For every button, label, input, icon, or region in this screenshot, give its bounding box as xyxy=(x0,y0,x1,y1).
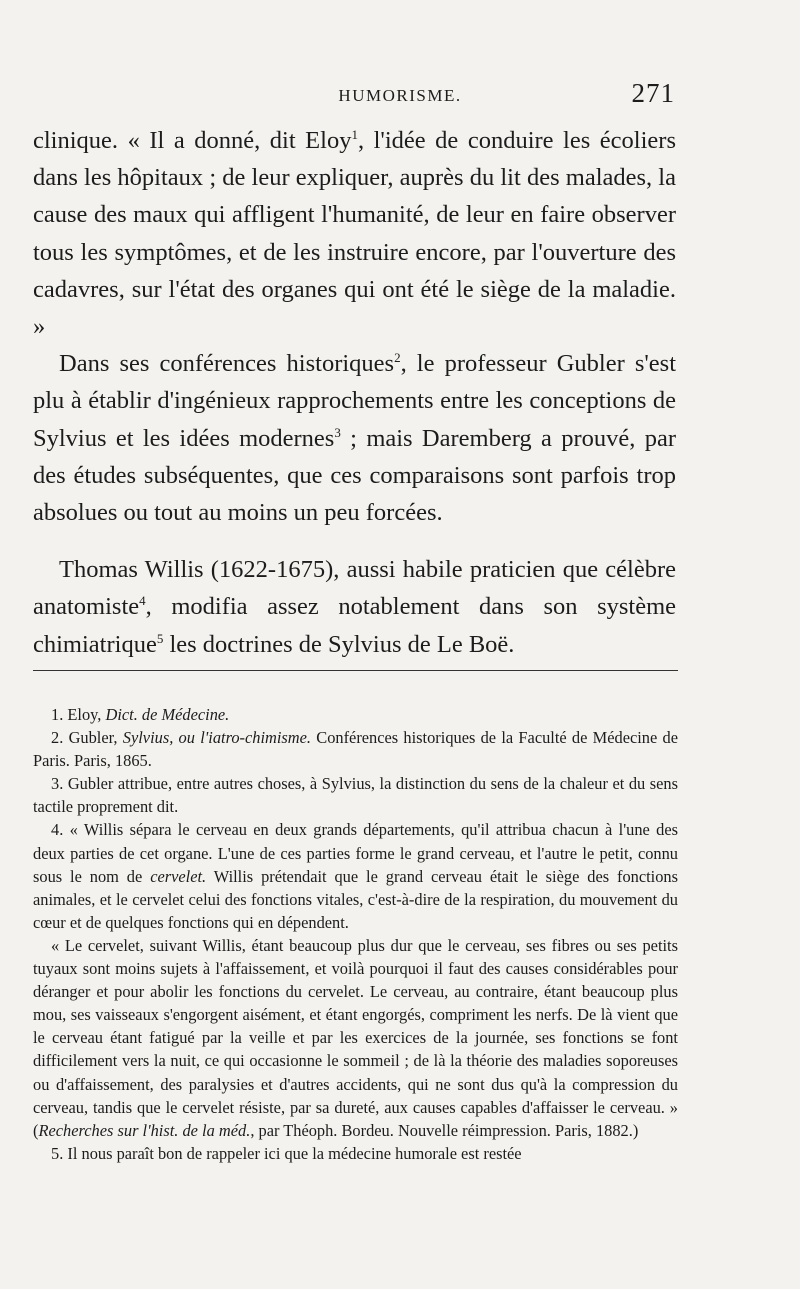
paragraph-1: clinique. « Il a donné, dit Eloy$^1$, l'idée de conduire les écoliers dans les hôpitaux ; de leur expliquer, auprès du lit des malades, la cause des maux qui affligent l'humanité, de leur en faire observer tous les symptômes, et de les instruire encore, par l'ouverture des cadavres, sur l'état des organes qui ont été le siège de la maladie. » xyxy=(33,127,676,341)
footnote-5: 5. Il nous paraît bon de rappeler ici que la médecine humorale est restée xyxy=(51,1143,522,1163)
main-text xyxy=(33,122,676,663)
footnote-ref-1: 1 xyxy=(351,127,358,142)
paragraph-2: Dans ses conférences historiques$^2$, le professeur Gubler s'est plu à établir d'ingénieux rapprochements entre les conceptions de Sylvius et les idées modernes$^3$ ; mais Daremberg a prouvé, par des études subséquentes, que ces comparaisons sont parfois trop absolues ou tout au moins un peu forcées. xyxy=(33,350,676,527)
paragraph-3: Thomas Willis (1622-1675), aussi habile praticien que célèbre anatomiste$^4$, modifia assez notablement dans son système chimiatrique$^5$ les doctrines de Sylvius de Le Boë. xyxy=(33,556,676,658)
running-header xyxy=(0,78,800,118)
page-number: 271 xyxy=(631,78,675,108)
footnotes xyxy=(33,703,678,1165)
footnote-4-continued: « Le cervelet, suivant Willis, étant beaucoup plus dur que le cerveau, ses fibres ou ses petits tuyaux sont moins sujets à l'affaissement, et voilà pourquoi il faut des causes considérables pour déranger et pour abolir les fonctions du cervelet. Le cerveau, au contraire, étant beaucoup plus mou, ses vaisseaux s'engorgent aisément, et étant engorgés, compriment les nerfs. De là vient que le cerveau étant fatigué par la veille et par les exercices de la journée, ses fonctions se font difficilement vers la nuit, ce qui occasionne le sommeil ; de là la théorie des maladies soporeuses ou d'affaissement, des paralysies et d'autres accidents, qui ne sont dus qu'à la compression du cerveau, tandis que le cervelet résiste, par sa dureté, aux causes capables d'affaisser le cerveau. » (Recherches sur l'hist. de la méd., par Théoph. Bordeu. Nouvelle réimpression. Paris, 1882.) xyxy=(33,935,678,1140)
footnote-2: 2. Gubler, Sylvius, ou l'iatro-chimisme. Conférences historiques de la Faculté de Médecine de Paris. Paris, 1865. xyxy=(33,728,678,771)
footnote-ref-4: 4 xyxy=(139,593,146,609)
footnote-separator xyxy=(33,670,678,671)
footnote-ref-5: 5 xyxy=(156,630,164,646)
footnote-1: 1. Eloy, Dict. de Médecine. xyxy=(51,705,230,724)
footnote-ref-3: 3 xyxy=(334,424,341,440)
footnote-ref-2: 2 xyxy=(394,350,401,366)
footnote-4: 4. « Willis sépara le cerveau en deux grands départements, qu'il attribua chacun à l'une des deux parties de cet organe. L'une de ces parties forme le grand cerveau, et l'autre le petit, connu sous le nom de cervelet. Willis prétendait que le grand cerveau était le siège des fonctions animales, et le cervelet celui des fonctions vitales, c'est-à-dire de la respiration, du mouvement du cœur et de quelques fonctions qui en dépendent. xyxy=(33,820,679,932)
running-title: HUMORISME. xyxy=(338,86,462,105)
footnote-3: 3. Gubler attribue, entre autres choses, à Sylvius, la distinction du sens de la chaleur et du sens tactile proprement dit. xyxy=(33,774,679,817)
